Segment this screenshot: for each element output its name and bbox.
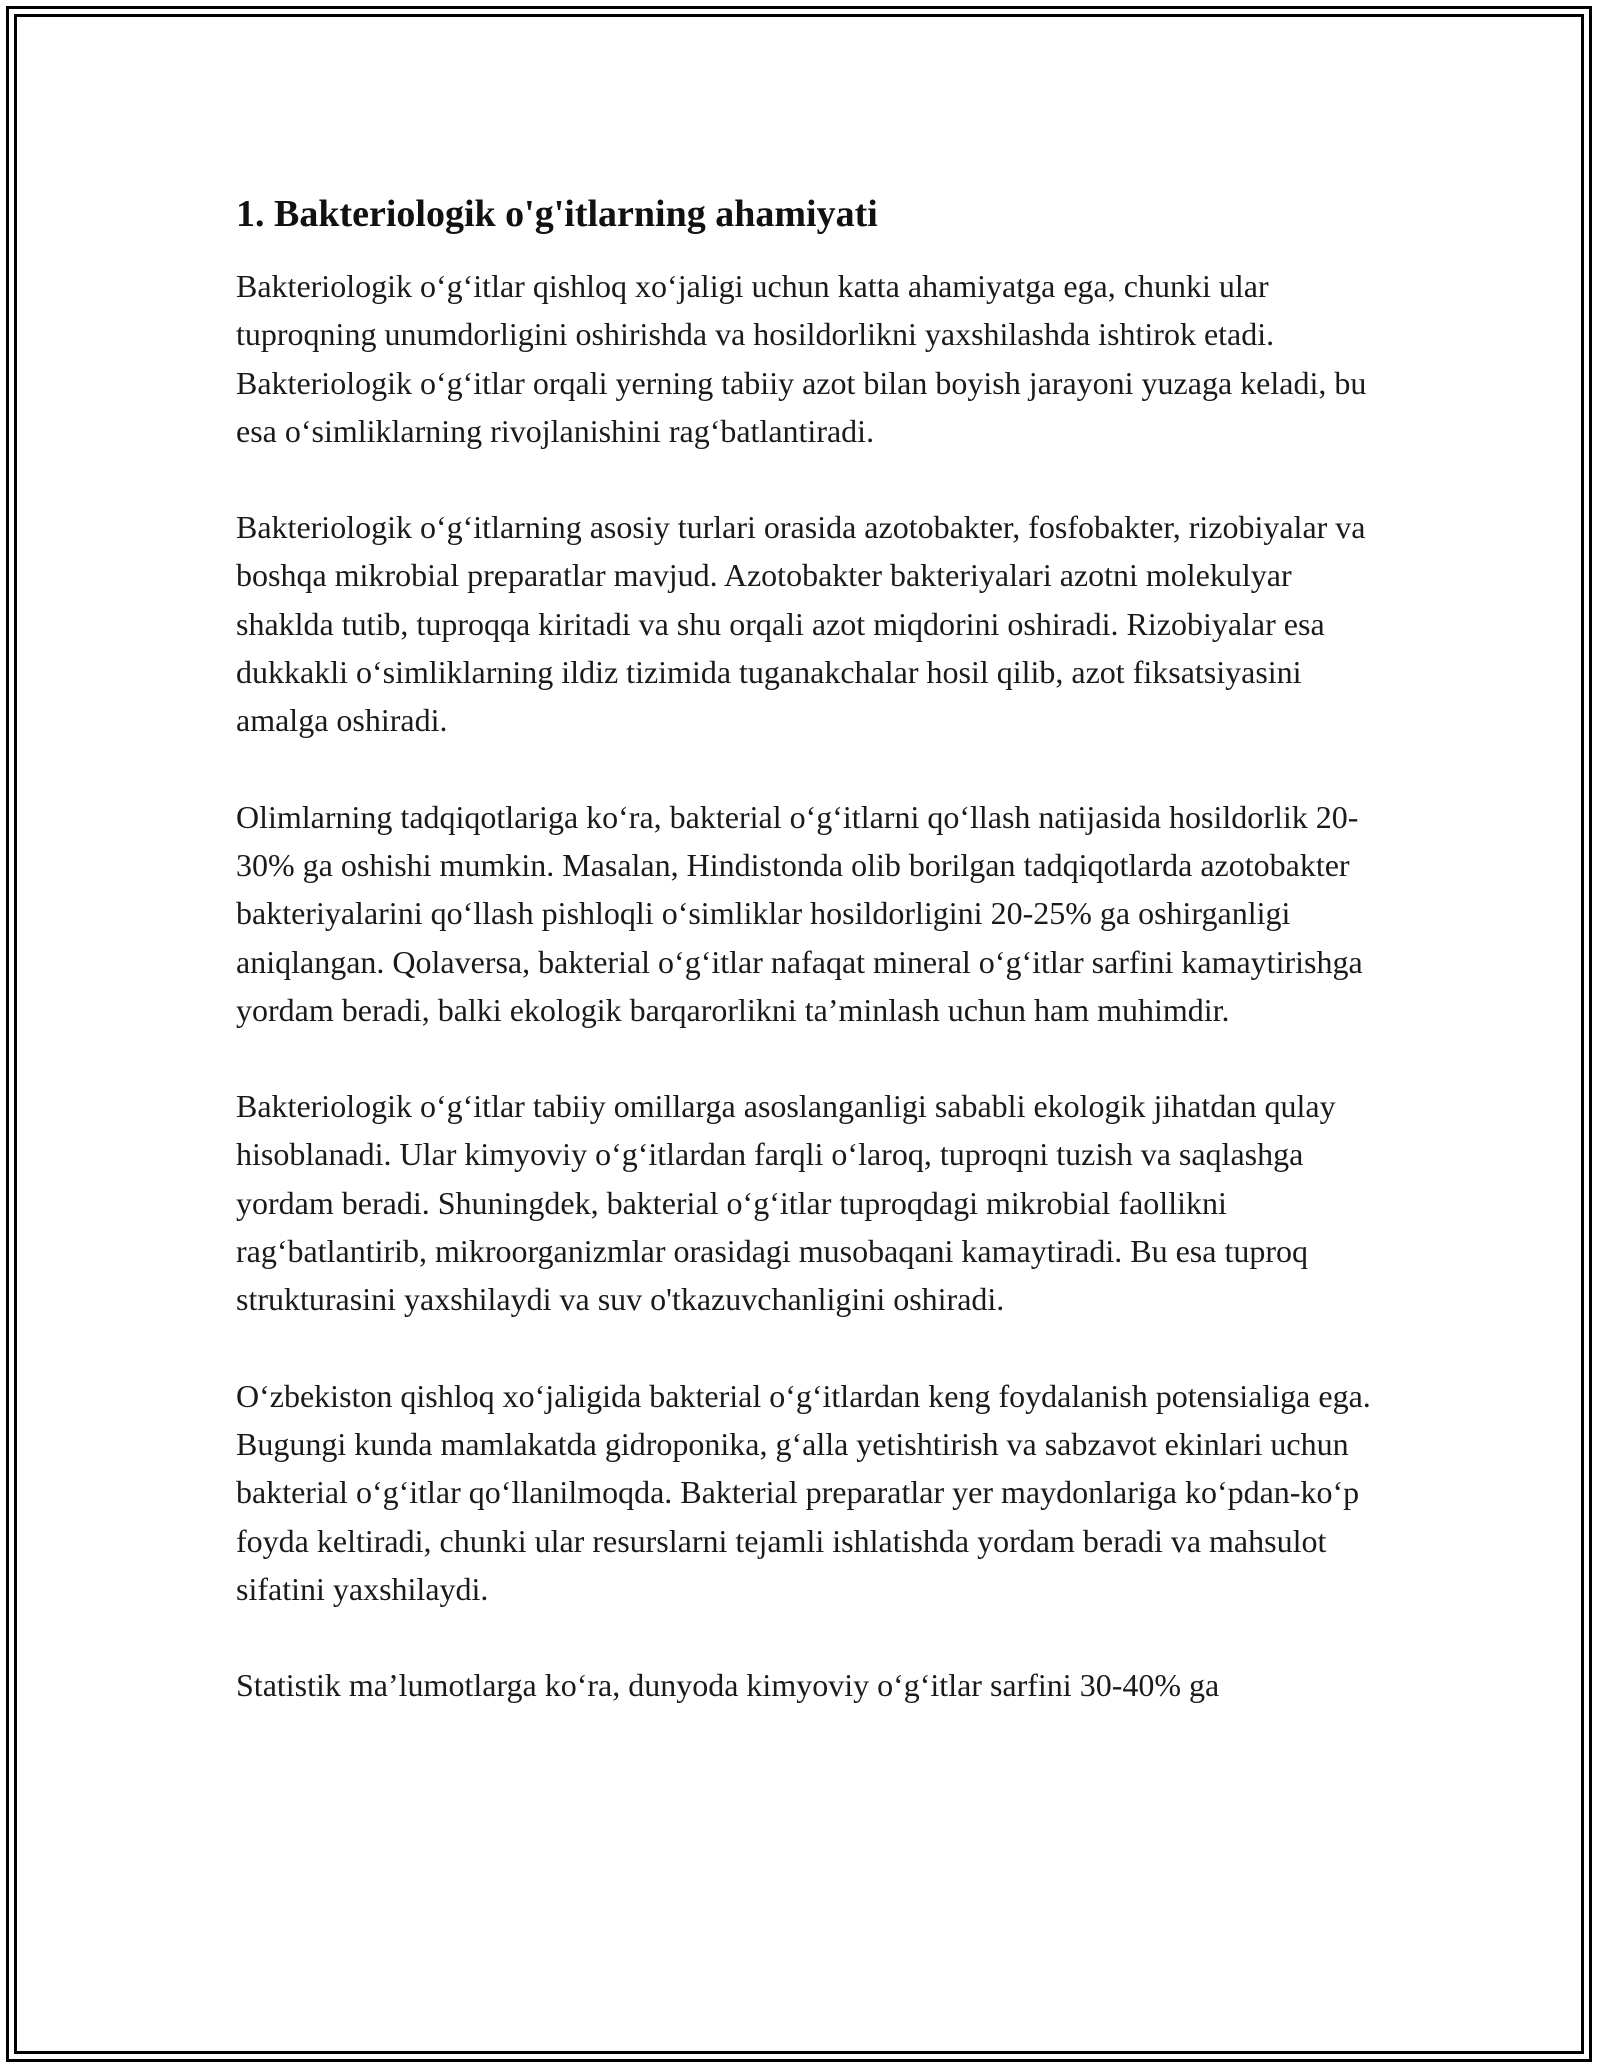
paragraph-2: Bakteriologik o‘g‘itlarning asosiy turlari orasida azotobakter, fosfobakter, rizobiyalar va boshqa mikrobial preparatlar mavjud. Azotobakter bakteriyalari azotni molekulyar shaklda tutib, tuproqqa kiritadi va shu orqali azot miqdorini oshiradi. Rizobiyalar esa dukkakli o‘simliklarning ildiz tizimida tuganakchalar hosil qilib, azot fiksatsiyasini amalga oshiradi.: [236, 509, 1366, 739]
document-body: [236, 186, 1376, 1709]
paragraph-4: Bakteriologik o‘g‘itlar tabiiy omillarga asoslanganligi sababli ekologik jihatdan qulay hisoblanadi. Ular kimyoviy o‘g‘itlardan farqli o‘laroq, tuproqni tuzish va saqlashga yordam beradi. Shuningdek, bakterial o‘g‘itlar tuproqdagi mikrobial faollikni rag‘batlantirib, mikroorganizmlar orasidagi musobaqani kamaytiradi. Bu esa tuproq strukturasini yaxshilaydi va suv o'tkazuvchanligini oshiradi.: [236, 1088, 1336, 1318]
paragraph-6: Statistik ma’lumotlarga ko‘ra, dunyoda kimyoviy o‘g‘itlar sarfini 30-40% ga: [236, 1667, 1220, 1704]
paragraph-3: Olimlarning tadqiqotlariga ko‘ra, bakterial o‘g‘itlarni qo‘llash natijasida hosildorlik 20-30% ga oshishi mumkin. Masalan, Hindistonda olib borilgan tadqiqotlarda azotobakter bakteriyalarini qo‘llash pishloqli o‘simliklar hosildorligini 20-25% ga oshirganligi aniqlangan. Qolaversa, bakterial o‘g‘itlar nafaqat mineral o‘g‘itlar sarfini kamaytirishga yordam beradi, balki ekologik barqarorlikni ta’minlash uchun ham muhimdir.: [236, 798, 1363, 1028]
paragraph-1: Bakteriologik o‘g‘itlar qishloq xo‘jaligi uchun katta ahamiyatga ega, chunki ular tuproqning unumdorligini oshirishda va hosildorlikni yaxshilashda ishtirok etadi. Bakteriologik o‘g‘itlar orqali yerning tabiiy azot bilan boyish jarayoni yuzaga keladi, bu esa o‘simliklarning rivojlanishini rag‘batlantiradi.: [236, 268, 1367, 449]
paragraph-5: O‘zbekiston qishloq xo‘jaligida bakterial o‘g‘itlardan keng foydalanish potensialiga ega. Bugungi kunda mamlakatda gidroponika, g‘alla yetishtirish va sabzavot ekinlari uchun bakterial o‘g‘itlar qo‘llanilmoqda. Bakterial preparatlar yer maydonlariga ko‘pdan-ko‘p foyda keltiradi, chunki ular resurslarni tejamli ishlatishda yordam beradi va mahsulot sifatini yaxshilaydi.: [236, 1377, 1371, 1607]
section-heading: 1. Bakteriologik o'g'itlarning ahamiyati: [236, 193, 878, 235]
